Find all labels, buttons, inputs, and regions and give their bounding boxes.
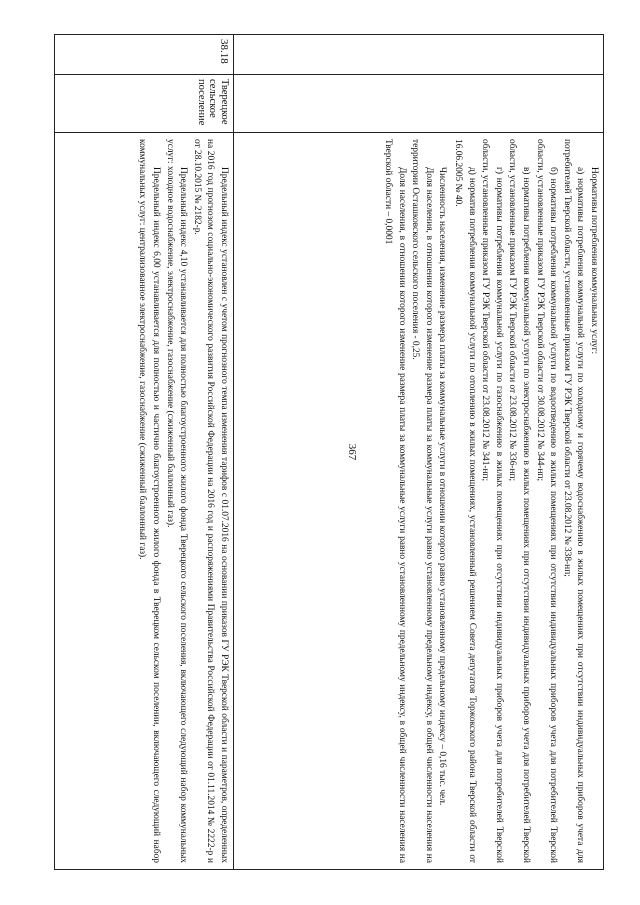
paragraph: г) нормативы потребления коммунальной услуги по газоснабжению в жилых помещениях при отсутствии индивидуальных приборов учета для потребителей Тверской области, установленные приказом ГУ РЭК Тверской области от 23.08.2012 № 341-нп; xyxy=(480,139,504,863)
paragraph: Численность населения, изменение размера платы за коммунальные услуги в отношении которого равно установленному предельному индексу – 0,16 тыс. чел. xyxy=(437,167,448,806)
page-number: 367 xyxy=(346,443,358,461)
paragraph: а) нормативы потребления коммунальной услуги по холодному и горячему водоснабжению в жилых помещениях при отсутствии индивидуальных приборов учета для потребителей Тверской области, установленные приказом ГУ РЭК Тверской области от 23.08.2012 № 338-нп; xyxy=(561,139,586,863)
paragraph: Нормативы потребления коммунальных услуг: xyxy=(589,167,599,355)
municipality-name-cell: Тверецкое сельское поселение xyxy=(55,75,234,133)
description-cell xyxy=(55,133,234,870)
paragraph: в) нормативы потребления коммунальной услуги по электроснабжению в жилых помещениях при отсутствии индивидуальных приборов учета для потребителей Тверской области, установленные приказом ГУ РЭК Тверской области от 23.08.2012 № 336-нп; xyxy=(507,139,532,863)
row-number-cell: 38.18 xyxy=(55,35,234,75)
paragraph: Предельный индекс 6,00 устанавливается для полностью и частично благоустроенного жилого фонда в Тверецком сельском поселении, включающего следующий набор коммунальных услуг: централизованное электроснабжение, газоснабжение (сжиженный баллонный газ). xyxy=(137,139,162,863)
table-row-38-18 xyxy=(55,35,234,870)
row-number-cell-empty xyxy=(234,35,604,75)
paragraph: б) нормативы потребления коммунальной услуги по водоотведению в жилых помещениях при отсутствии индивидуальных приборов учета для потребителей Тверской области, установленные приказом ГУ РЭК Тверской области от 30.08.2012 № 344-нп; xyxy=(534,139,559,863)
table-row-continuation xyxy=(234,35,604,870)
paragraph: Предельный индекс установлен с учетом прогнозного темпа изменения тарифов с 01.07.2016 на основании приказов ГУ РЭК Тверской области и параметров, определенных на 2016 год прогнозом социально-экономического развития Российской Федерации на 2016 год и распоряжениями Правительства Российской Федерации от 01.11.2014 № 2222-р и от 28.10.2015 № 2182-р. xyxy=(191,139,229,863)
tariff-index-table xyxy=(54,34,604,870)
rotated-page-content xyxy=(68,34,604,870)
paragraph: д) норматив потребления коммунальной услуги по отоплению в жилых помещениях, установленный решением Совета депутатов Торжокского района Тверской области от 16.06.2005 № 40. xyxy=(453,139,477,863)
paragraph: Предельный индекс 4,10 устанавливается для полностью благоустроенного жилого фонда Тверецкого сельского поселения, включающего следующий набор коммунальных услуг: холодное водоснабжение, электроснабжение, газоснабжение (сжиженный баллонный газ). xyxy=(164,139,189,863)
municipality-cell-empty xyxy=(234,75,604,133)
paragraph: Доля населения, в отношении которого изменение размера платы за коммунальные услуги равно установленному предельному индексу, в общей численности населения на территории Осташковского сельского поселения - 0,25. xyxy=(410,139,434,863)
description-cell xyxy=(234,133,604,870)
paragraph: Доля населения, в отношении которого изменение размера платы за коммунальные услуги равно установленному предельному индексу, в общей численности населения на Тверской области – 0,0001 xyxy=(383,139,407,863)
